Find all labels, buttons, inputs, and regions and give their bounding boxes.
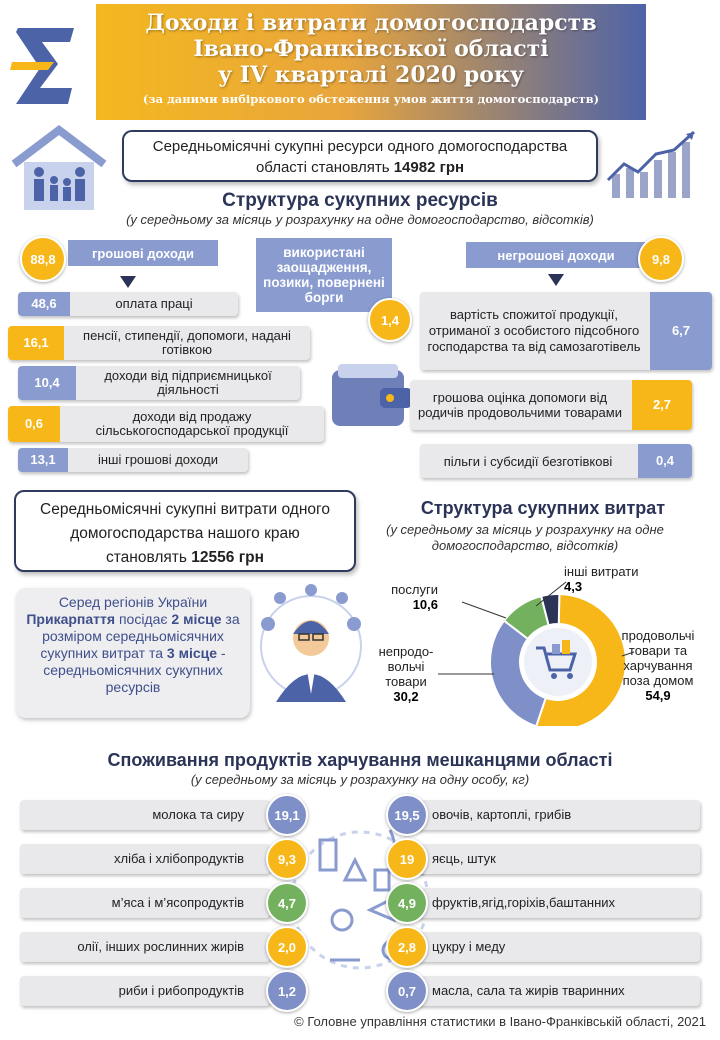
noncash-item-label: вартість спожитої продукції, отриманої з особистого підсобного господарства та від самозаготівель <box>427 307 641 354</box>
food-right-label: масла, сала та жирів тваринних <box>432 983 625 998</box>
noncash-income-value: 9,8 <box>638 236 684 282</box>
rank-name: Прикарпаття <box>26 611 116 627</box>
cash-item-label: пенсії, стипендії, допомоги, надані готівкою <box>83 328 291 357</box>
food-right-label: цукру і меду <box>432 939 506 954</box>
food-left-label: олії, інших рослинних жирів <box>77 939 244 954</box>
food-left-label: м’яса і м’ясопродуктів <box>111 895 244 910</box>
food-left-value: 2,0 <box>266 926 308 968</box>
footer: © Головне управління статистики в Івано-Франківській області, 2021 <box>294 1014 706 1029</box>
food-note: (у середньому за місяць у розрахунку на одну особу, кг) <box>190 772 530 787</box>
cash-item-row <box>18 366 300 400</box>
sigma-logo-icon <box>10 20 82 110</box>
resources-structure-note: (у середньому за місяць у розрахунку на одне домогосподарство, відсотків) <box>126 212 594 227</box>
resources-total-box <box>122 130 598 182</box>
header-title-line2: Івано-Франківської області <box>193 36 549 62</box>
food-right-label: яєць, штук <box>432 851 496 866</box>
food-left-value: 4,7 <box>266 882 308 924</box>
food-right-label: овочів, картоплі, грибів <box>432 807 572 822</box>
food-title: Споживання продуктів харчування мешканцями області <box>107 750 613 770</box>
resources-total-value: 14982 грн <box>393 159 465 176</box>
noncash-item-row <box>420 292 712 370</box>
food-right-row <box>404 888 700 918</box>
noncash-item-row <box>420 444 692 478</box>
rank-box <box>16 588 250 718</box>
food-right-label: фруктів,ягід,горіхів,баштанних <box>432 895 616 910</box>
header-title-line3: у IV кварталі 2020 року <box>218 62 524 88</box>
header-subtitle: (за даними вибіркового обстеження умов життя домогосподарств) <box>142 92 600 106</box>
food-left-label: молока та сиру <box>152 807 244 822</box>
header-title-line1: Доходи і витрати домогосподарств <box>145 10 597 36</box>
cash-item-value: 0,6 <box>8 406 60 442</box>
food-left-row <box>20 932 270 962</box>
donut-value-label: 30,2 <box>393 689 419 704</box>
food-right-row <box>404 932 700 962</box>
donut-value-label: 54,9 <box>645 688 671 703</box>
food-right-value: 2,8 <box>386 926 428 968</box>
expenses-total-text: Середньомісячні сукупні витрати одного домогосподарства нашого краю становлять <box>40 501 330 566</box>
cash-item-label: доходи від підприємницької діяльності <box>104 368 272 397</box>
rank-text2: - середньомісячних сукупних ресурсів <box>43 645 226 695</box>
noncash-arrow-icon <box>548 274 564 286</box>
donut-category-label: послуги <box>391 582 438 597</box>
food-right-value: 4,9 <box>386 882 428 924</box>
expenses-total-box <box>14 490 356 572</box>
savings-label: використані заощадження, позики, повернені борги <box>256 238 392 312</box>
cash-item-value: 48,6 <box>18 292 70 316</box>
noncash-item-value: 0,4 <box>638 444 692 478</box>
food-left-label: риби і рибопродуктів <box>118 983 244 998</box>
resources-total-text: Середньомісячні сукупні ресурси одного домогосподарства області становлять <box>152 138 568 176</box>
food-left-row <box>20 800 270 830</box>
food-right-value: 0,7 <box>386 970 428 1012</box>
cash-item-row <box>8 326 310 360</box>
cash-item-value: 16,1 <box>8 326 64 360</box>
food-left-value: 9,3 <box>266 838 308 880</box>
donut-value-label: 10,6 <box>412 597 438 612</box>
cash-income-label: грошові доходи <box>68 240 218 266</box>
resources-structure-title: Структура сукупних ресурсів <box>222 190 498 211</box>
cash-item-value: 10,4 <box>18 366 76 400</box>
cash-item-value: 13,1 <box>18 448 68 472</box>
rank-verb: посідає <box>118 611 168 627</box>
expenses-structure-note: (у середньому за місяць у розрахунку на одне домогосподарство, відсотків) <box>386 522 664 553</box>
food-right-row <box>404 844 700 874</box>
cash-arrow-icon <box>120 276 136 288</box>
expenses-donut-chart <box>376 556 716 726</box>
savings-value: 1,4 <box>368 298 412 342</box>
cash-item-label: оплата праці <box>115 296 193 311</box>
food-right-row <box>404 976 700 1006</box>
food-left-row <box>20 844 270 874</box>
noncash-income-label: негрошові доходи <box>466 242 646 268</box>
food-left-row <box>20 976 270 1006</box>
donut-category-label: інші витрати <box>564 564 639 579</box>
cash-item-row <box>8 406 324 442</box>
rank-line1: Серед регіонів України <box>58 594 208 610</box>
food-left-row <box>20 888 270 918</box>
noncash-item-row <box>410 380 692 430</box>
shopping-cart-icon <box>524 628 592 696</box>
noncash-item-label: пільги і субсидії безготівкові <box>443 453 613 469</box>
noncash-item-label: грошова оцінка допомоги від родичів продовольчими товарами <box>418 390 622 420</box>
expenses-structure-title: Структура сукупних витрат <box>420 498 666 518</box>
food-right-value: 19 <box>386 838 428 880</box>
cash-item-row <box>18 448 248 472</box>
expenses-total-value: 12556 грн <box>191 549 264 566</box>
donut-category-label: непродо-вольчі товари <box>378 644 434 689</box>
wallet-icon <box>328 360 418 432</box>
donut-category-label: продовольчі товари та харчування поза домом <box>621 628 695 688</box>
rank-text1: за розміром середньомісячних сукупних витрат та <box>40 611 240 661</box>
food-left-value: 1,2 <box>266 970 308 1012</box>
donut-leader-line <box>462 602 506 618</box>
food-left-value: 19,1 <box>266 794 308 836</box>
donut-value-label: 4,3 <box>564 579 583 594</box>
food-left-label: хліба і хлібопродуктів <box>114 851 244 866</box>
noncash-item-value: 2,7 <box>632 380 692 430</box>
cash-item-label: доходи від продажу сільськогосподарської продукції <box>95 409 289 438</box>
rank-place1: 2 місце <box>171 611 222 627</box>
food-right-row <box>404 800 700 830</box>
rank-place2: 3 місце <box>166 645 218 661</box>
person-services-icon <box>256 584 366 714</box>
food-right-value: 19,5 <box>386 794 428 836</box>
cash-income-value: 88,8 <box>20 236 66 282</box>
cash-item-label: інші грошові доходи <box>97 452 219 467</box>
header-banner <box>96 4 646 120</box>
cash-item-row <box>18 292 238 316</box>
noncash-item-value: 6,7 <box>650 292 712 370</box>
